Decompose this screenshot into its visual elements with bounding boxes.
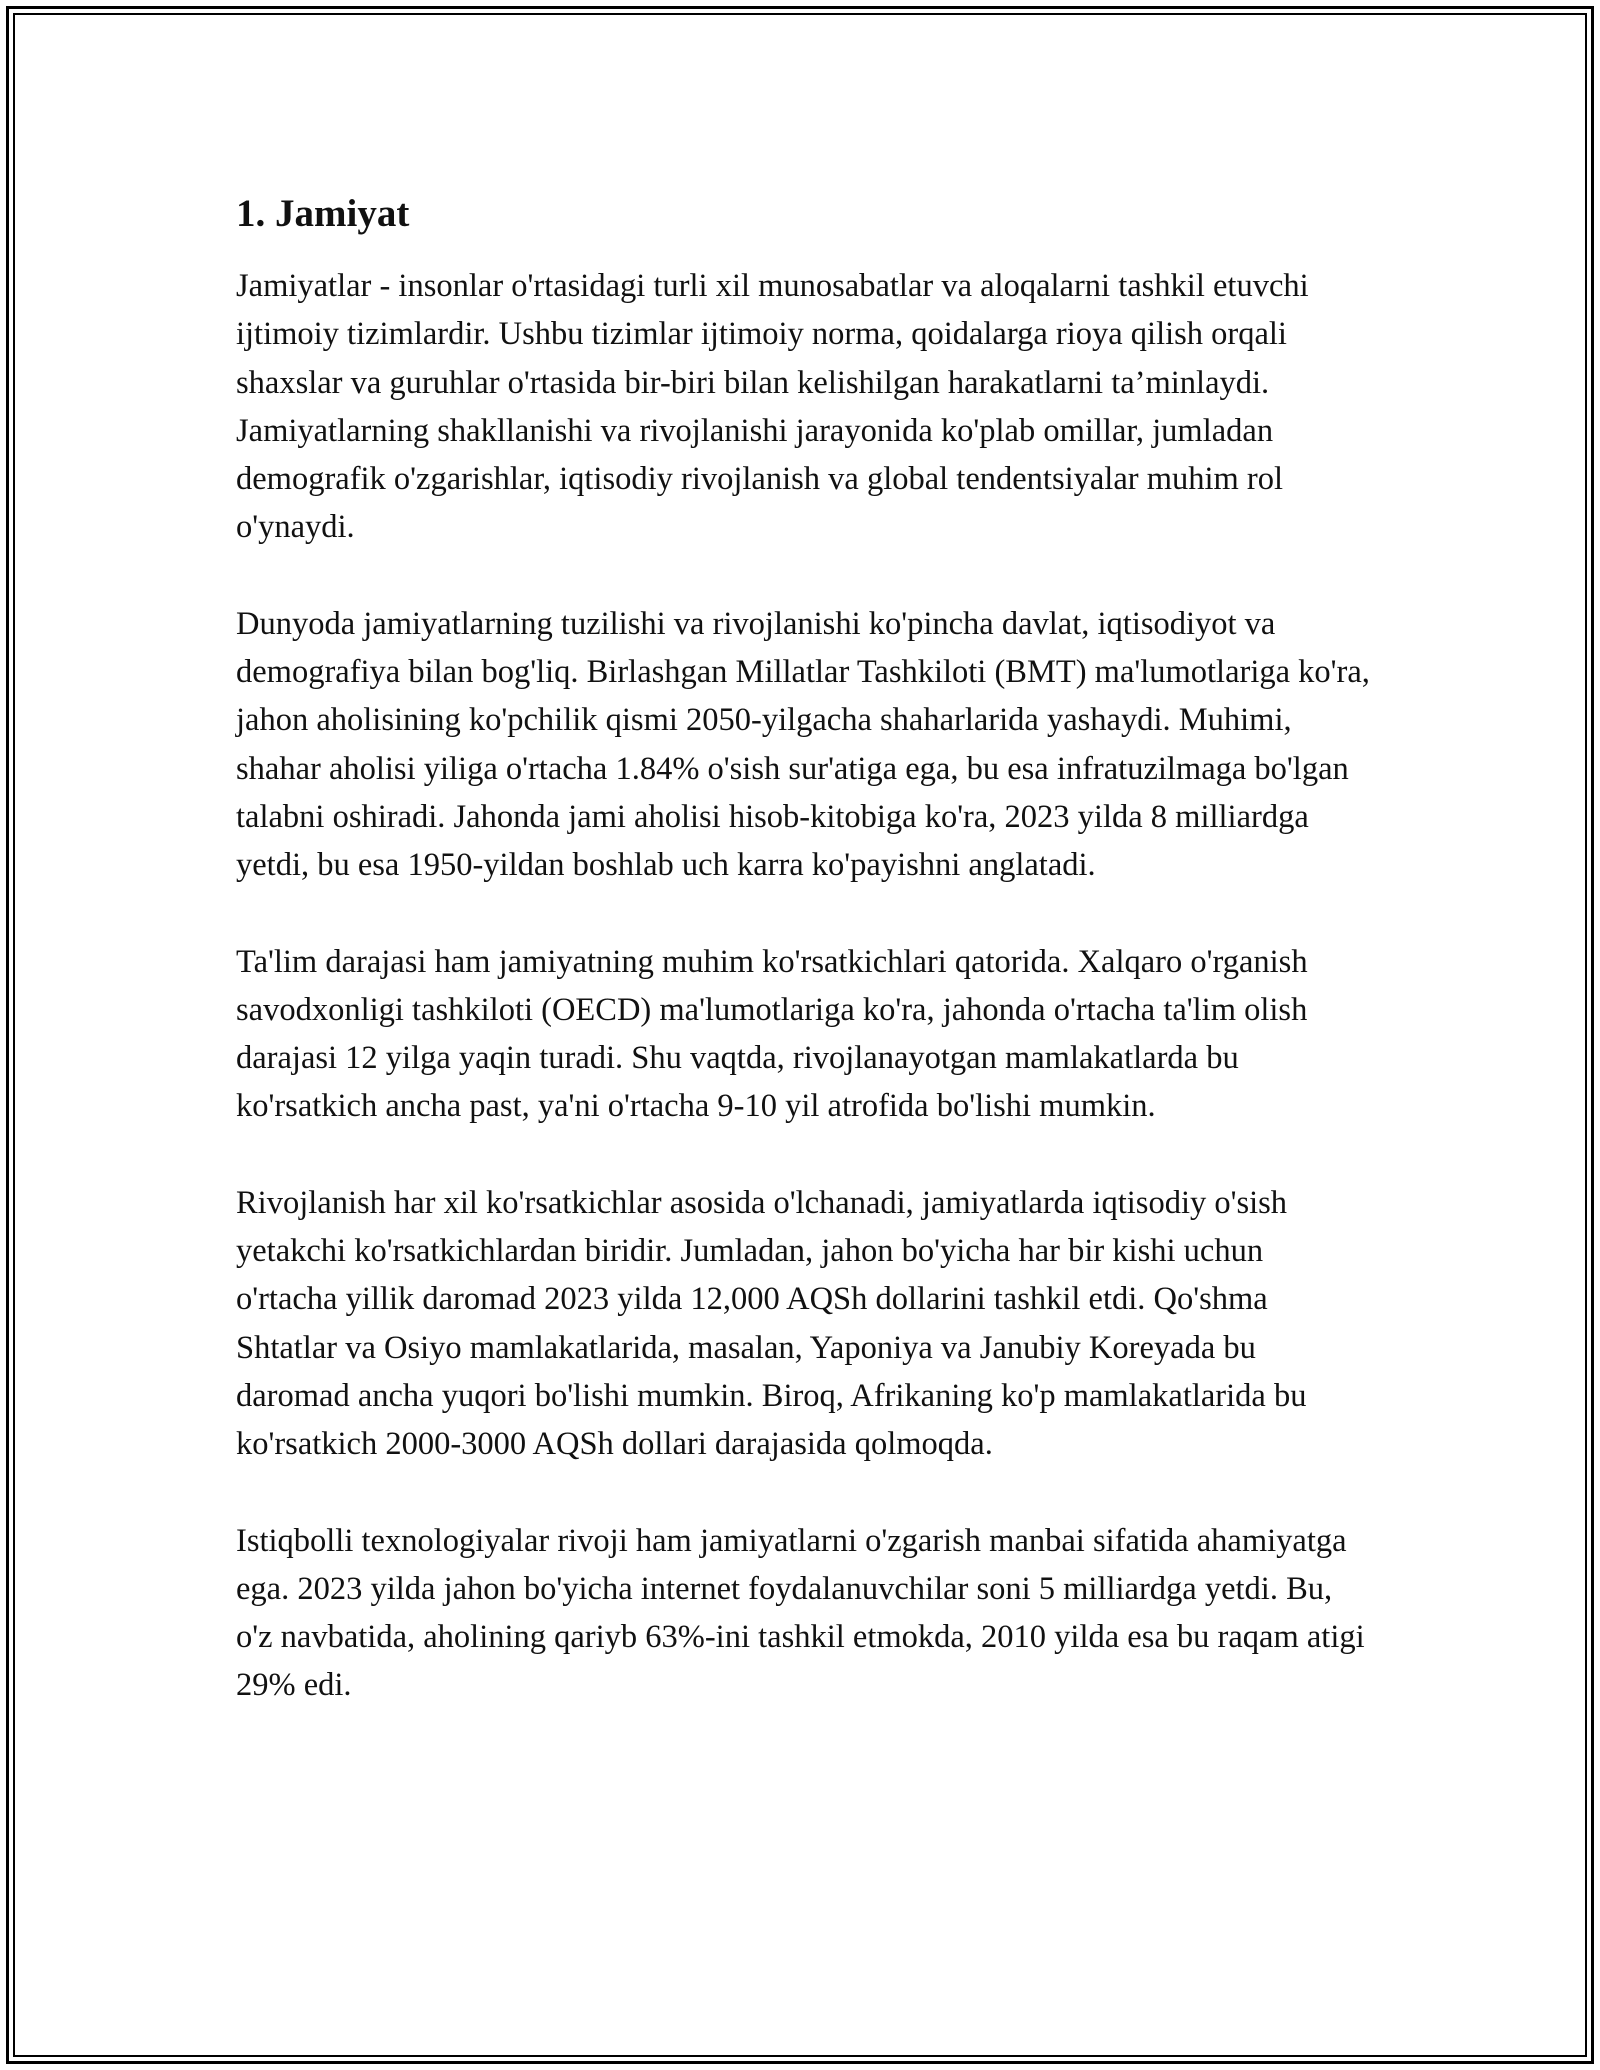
paragraph-technology: Istiqbolli texnologiyalar rivoji ham jamiyatlarni o'zgarish manbai sifatida ahamiyatga ega. 2023 yilda jahon bo'yicha internet foydalanuvchilar soni 5 milliardga yetdi. Bu, o'z navbatida, aholining qariyb 63%-ini tashkil etmokda, 2010 yilda esa bu raqam atigi 29% edi. bbox=[236, 1522, 1365, 1704]
paragraph-income: Rivojlanish har xil ko'rsatkichlar asosida o'lchanadi, jamiyatlarda iqtisodiy o'sish yetakchi ko'rsatkichlardan biridir. Jumladan, jahon bo'yicha har bir kishi uchun o'rtacha yillik daromad 2023 yilda 12,000 AQSh dollarini tashkil etdi. Qo'shma Shtatlar va Osiyo mamlakatlarida, masalan, Yaponiya va Janubiy Koreyada bu daromad ancha yuqori bo'lishi mumkin. Biroq, Afrikaning ko'p mamlakatlarida bu ko'rsatkich 2000-3000 AQSh dollari darajasida qolmoqda. bbox=[236, 1184, 1307, 1463]
section-title: 1. Jamiyat bbox=[236, 192, 410, 235]
paragraph-society-definition: Jamiyatlar - insonlar o'rtasidagi turli xil munosabatlar va aloqalarni tashkil etuvchi ijtimoiy tizimlardir. Ushbu tizimlar ijtimoiy norma, qoidalarga rioya qilish orqali shaxslar va guruhlar o'rtasida bir-biri bilan kelishilgan harakatlarni ta’minlaydi. Jamiyatlarning shakllanishi va rivojlanishi jarayonida ko'plab omillar, jumladan demografik o'zgarishlar, iqtisodiy rivojlanish va global tendentsiyalar muhim rol o'ynaydi. bbox=[236, 268, 1309, 546]
paragraph-population: Dunyoda jamiyatlarning tuzilishi va rivojlanishi ko'pincha davlat, iqtisodiyot va demografiya bilan bog'liq. Birlashgan Millatlar Tashkiloti (BMT) ma'lumotlariga ko'ra, jahon aholisining ko'pchilik qismi 2050-yilgacha shaharlarida yashaydi. Muhimi, shahar aholisi yiliga o'rtacha 1.84% o'sish sur'atiga ega, bu esa infratuzilmaga bo'lgan talabni oshiradi. Jahonda jami aholisi hisob-kitobiga ko'ra, 2023 yilda 8 milliardga yetdi, bu esa 1950-yildan boshlab uch karra ko'payishni anglatadi. bbox=[236, 605, 1370, 884]
document-body bbox=[236, 186, 1370, 1758]
paragraph-education: Ta'lim darajasi ham jamiyatning muhim ko'rsatkichlari qatorida. Xalqaro o'rganish savodxonligi tashkiloti (OECD) ma'lumotlariga ko'ra, jahonda o'rtacha ta'lim olish darajasi 12 yilga yaqin turadi. Shu vaqtda, rivojlanayotgan mamlakatlarda bu ko'rsatkich ancha past, ya'ni o'rtacha 9-10 yil atrofida bo'lishi mumkin. bbox=[236, 943, 1308, 1125]
